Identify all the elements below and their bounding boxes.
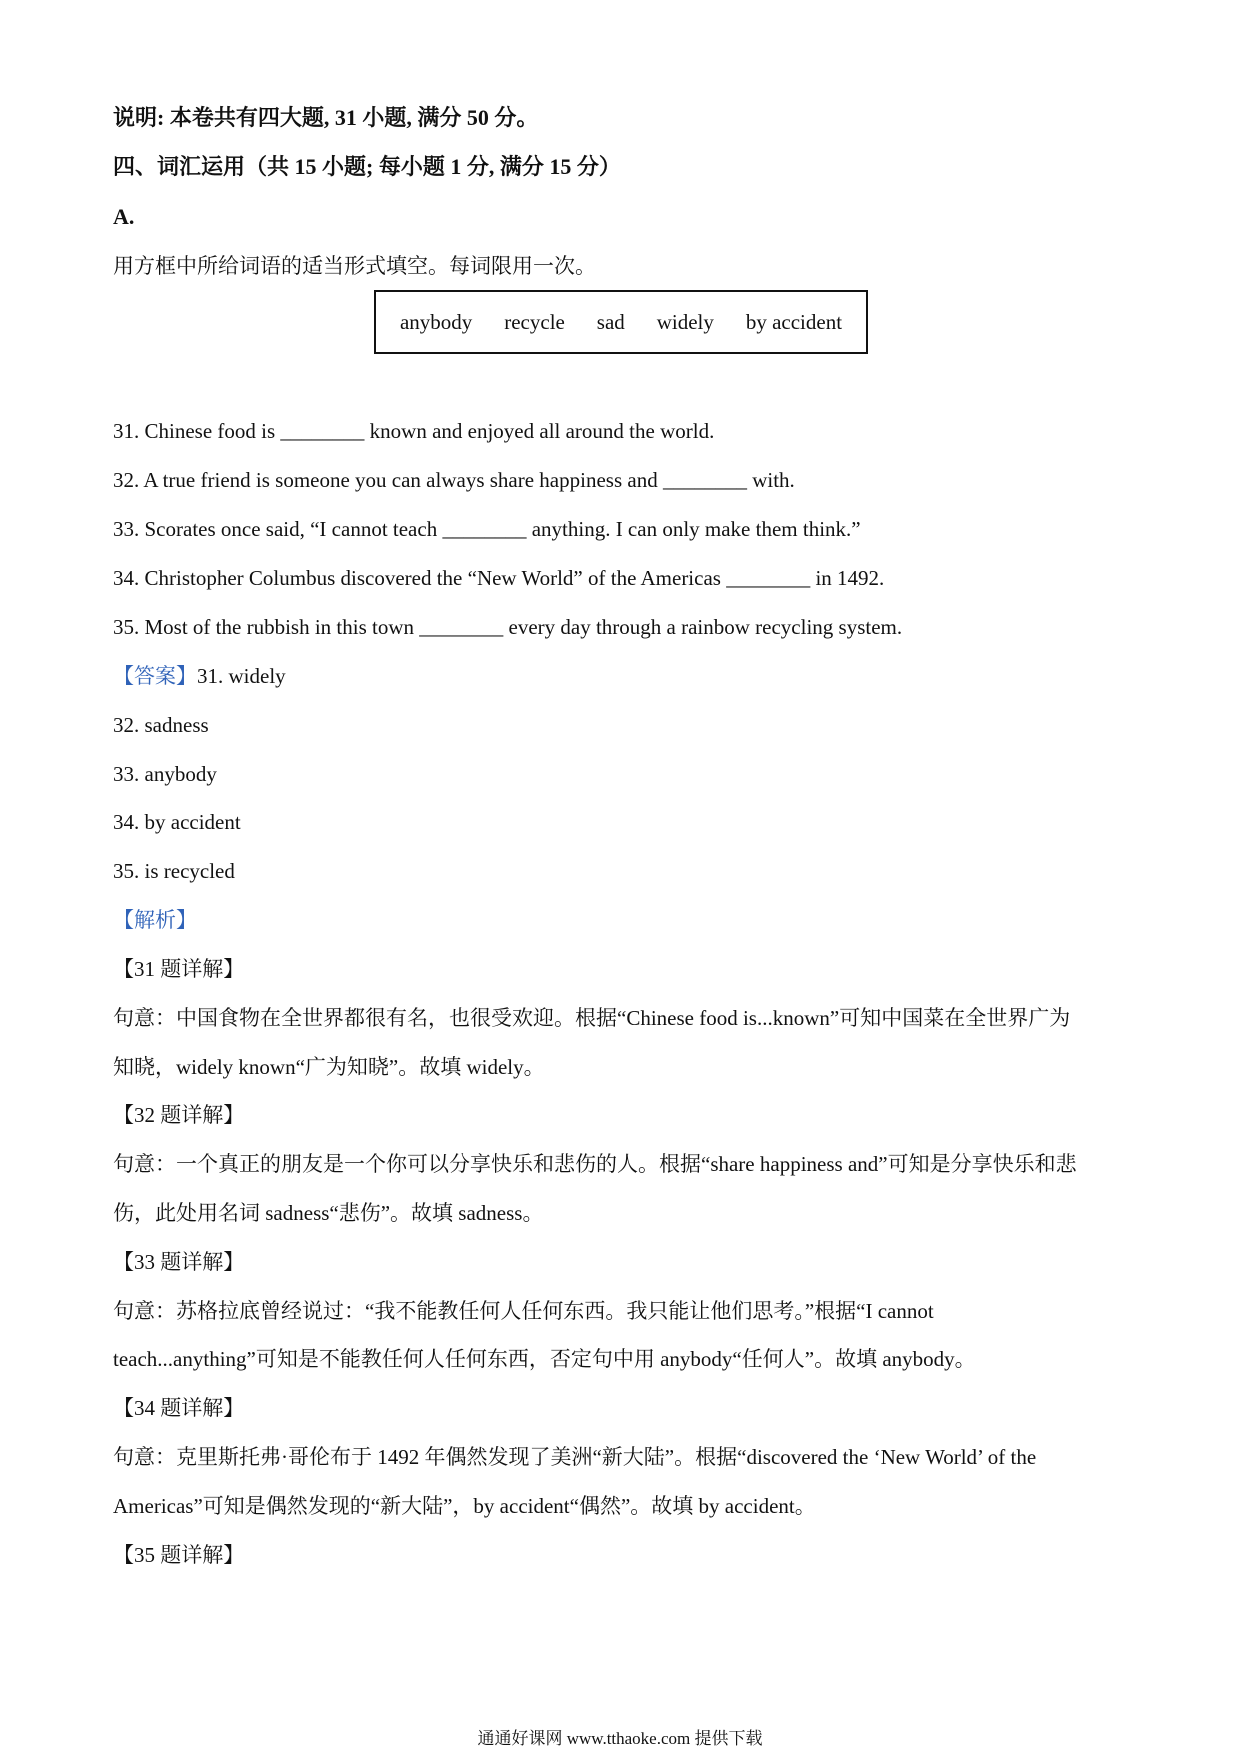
answer-31: 31. widely [197,664,286,688]
analysis-33-line2: teach...anything”可知是不能教任何人任何东西，否定句中用 anybody“任何人”。故填 anybody。 [113,1347,976,1371]
question-34: 34. Christopher Columbus discovered the “New World” of the Americas ________ in 1492. [113,566,885,590]
word-box [374,290,868,354]
analysis-32-line1: 句意：一个真正的朋友是一个你可以分享快乐和悲伤的人。根据“share happiness and”可知是分享快乐和悲 [113,1152,1077,1176]
analysis-33-title: 【33 题详解】 [113,1250,245,1274]
answer-35: 35. is recycled [113,859,235,883]
exam-note: 说明: 本卷共有四大题, 31 小题, 满分 50 分。 [113,105,539,130]
analysis-34-line1: 句意：克里斯托弗·哥伦布于 1492 年偶然发现了美洲“新大陆”。根据“discovered the ‘New World’ of the [113,1445,1037,1469]
page-footer: 通通好课网 www.tthaoke.com 提供下载 [477,1729,763,1748]
analysis-35-title: 【35 题详解】 [113,1543,245,1567]
analysis-label: 【解析】 [113,908,197,932]
analysis-31-title: 【31 题详解】 [113,957,245,981]
answer-first-line [113,662,286,690]
section-title: 四、词汇运用（共 15 小题; 每小题 1 分, 满分 15 分） [113,154,621,179]
answer-label: 【答案】 [113,664,197,688]
question-33: 33. Scorates once said, “I cannot teach ________ anything. I can only make them think.” [113,517,861,541]
analysis-34-title: 【34 题详解】 [113,1396,245,1420]
question-35: 35. Most of the rubbish in this town ________ every day through a rainbow recycling system. [113,615,903,639]
analysis-32-line2: 伤，此处用名词 sadness“悲伤”。故填 sadness。 [113,1201,544,1225]
answer-33: 33. anybody [113,762,217,786]
word-box-item: widely [656,309,714,334]
question-31: 31. Chinese food is ________ known and enjoyed all around the world. [113,419,715,443]
answer-34: 34. by accident [113,810,241,834]
word-box-item: anybody [399,309,473,334]
analysis-32-title: 【32 题详解】 [113,1103,245,1127]
analysis-31-line2: 知晓，widely known“广为知晓”。故填 widely。 [113,1055,545,1079]
analysis-34-line2: Americas”可知是偶然发现的“新大陆”，by accident“偶然”。故填 by accident。 [113,1494,816,1518]
analysis-31-line1: 句意：中国食物在全世界都很有名，也很受欢迎。根据“Chinese food is...known”可知中国菜在全世界广为 [113,1006,1071,1030]
question-32: 32. A true friend is someone you can always share happiness and ________ with. [113,468,795,492]
answer-32: 32. sadness [113,713,209,737]
part-label: A. [113,204,135,229]
word-box-item: by accident [745,309,843,334]
analysis-33-line1: 句意：苏格拉底曾经说过：“我不能教任何人任何东西。我只能让他们思考。”根据“I cannot [113,1299,934,1323]
instruction: 用方框中所给词语的适当形式填空。每词限用一次。 [113,254,596,278]
word-box-item: recycle [504,309,565,334]
word-box-item: sad [596,309,625,334]
